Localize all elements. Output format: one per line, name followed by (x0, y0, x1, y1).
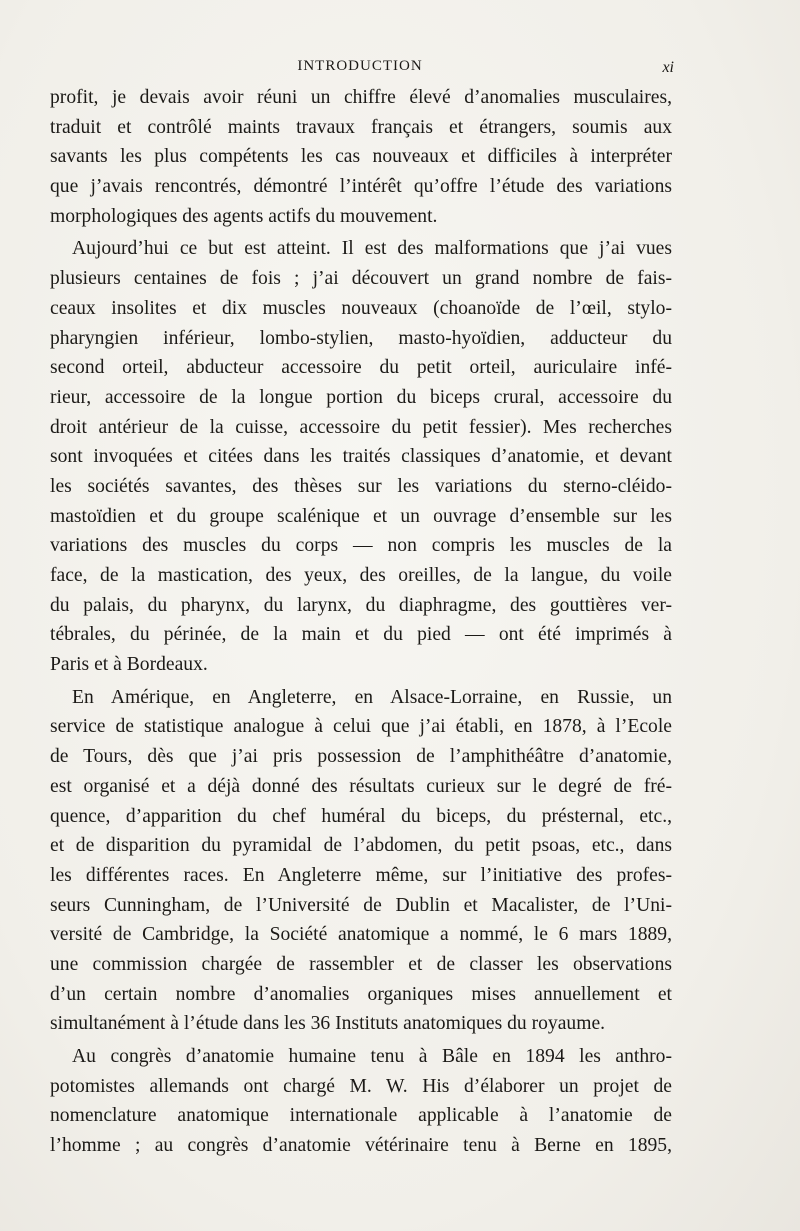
text-line: savants les plus compétents les cas nouveaux et difficiles à interpréter (50, 146, 672, 168)
paragraph-3 (50, 683, 672, 1039)
text-line: droit antérieur de la cuisse, accessoire du petit fessier). Mes recherches (50, 416, 672, 438)
text-line: traduit et contrôlé maints travaux français et étrangers, soumis aux (50, 116, 672, 138)
text-line: pharyngien inférieur, lombo-stylien, masto-hyoïdien, adducteur du (50, 327, 672, 349)
paragraph-2 (50, 234, 672, 679)
text-line: En Amérique, en Angleterre, en Alsace-Lorraine, en Russie, un (72, 686, 672, 708)
text-line: nomenclature anatomique internationale applicable à l’anatomie de (50, 1105, 672, 1127)
text-line: de Tours, dès que j’ai pris possession de l’amphithéâtre d’anatomie, (50, 746, 672, 768)
text-line: face, de la mastication, des yeux, des oreilles, de la langue, du voile (50, 565, 672, 586)
text-line: sont invoquées et citées dans les traités classiques d’anatomie, et devant (50, 446, 672, 468)
text-line: profit, je devais avoir réuni un chiffre élevé d’anomalies musculaires, (50, 87, 672, 108)
text-line: second orteil, abducteur accessoire du petit orteil, auriculaire infé- (50, 357, 672, 379)
text-line: tébrales, du périnée, de la main et du pied — ont été imprimés à (50, 624, 672, 646)
text-line: Paris et à Bordeaux. (50, 654, 208, 676)
text-line: morphologiques des agents actifs du mouvement. (50, 205, 438, 227)
text-line: versité de Cambridge, la Société anatomique a nommé, le 6 mars 1889, (50, 924, 672, 946)
text-line: est organisé et a déjà donné des résultats curieux sur le degré de fré- (50, 775, 672, 797)
text-line: potomistes allemands ont chargé M. W. His d’élaborer un projet de (50, 1075, 672, 1097)
running-header (50, 58, 674, 78)
text-line: une commission chargée de rassembler et de classer les observations (50, 953, 672, 975)
text-line: quence, d’apparition du chef huméral du biceps, du présternal, etc., (50, 805, 672, 827)
text-line: les sociétés savantes, des thèses sur les variations du sterno-cléido- (50, 475, 672, 497)
text-line: mastoïdien et du groupe scalénique et un ouvrage d’ensemble sur les (50, 505, 672, 527)
text-line: service de statistique analogue à celui que j’ai établi, en 1878, à l’Ecole (50, 716, 672, 738)
text-line: Aujourd’hui ce but est atteint. Il est des malformations que j’ai vues (72, 238, 672, 260)
paragraph-4 (50, 1042, 672, 1161)
text-line: plusieurs centaines de fois ; j’ai découvert un grand nombre de fais- (50, 268, 672, 290)
text-line: d’un certain nombre d’anomalies organiques mises annuellement et (50, 983, 672, 1005)
paragraph-1 (50, 83, 672, 231)
text-line: l’homme ; au congrès d’anatomie vétérinaire tenu à Berne en 1895, (50, 1135, 672, 1157)
body-text (50, 83, 672, 1161)
text-line: et de disparition du pyramidal de l’abdomen, du petit psoas, etc., dans (50, 835, 672, 857)
text-line: seurs Cunningham, de l’Université de Dublin et Macalister, de l’Uni- (50, 894, 672, 916)
text-line: ceaux insolites et dix muscles nouveaux (choanoïde de l’œil, stylo- (50, 297, 672, 319)
text-line: Au congrès d’anatomie humaine tenu à Bâle en 1894 les anthro- (72, 1046, 672, 1067)
page-number: xi (662, 59, 674, 76)
running-title: INTRODUCTION (297, 58, 423, 74)
text-line: simultanément à l’étude dans les 36 Instituts anatomiques du royaume. (50, 1013, 606, 1035)
text-line: du palais, du pharynx, du larynx, du diaphragme, des gouttières ver- (50, 594, 672, 616)
text-line: que j’avais rencontrés, démontré l’intérêt qu’offre l’étude des variations (50, 176, 672, 198)
text-line: variations des muscles du corps — non compris les muscles de la (50, 535, 672, 557)
text-line: les différentes races. En Angleterre même, sur l’initiative des profes- (50, 864, 672, 886)
text-line: rieur, accessoire de la longue portion du biceps crural, accessoire du (50, 386, 672, 408)
